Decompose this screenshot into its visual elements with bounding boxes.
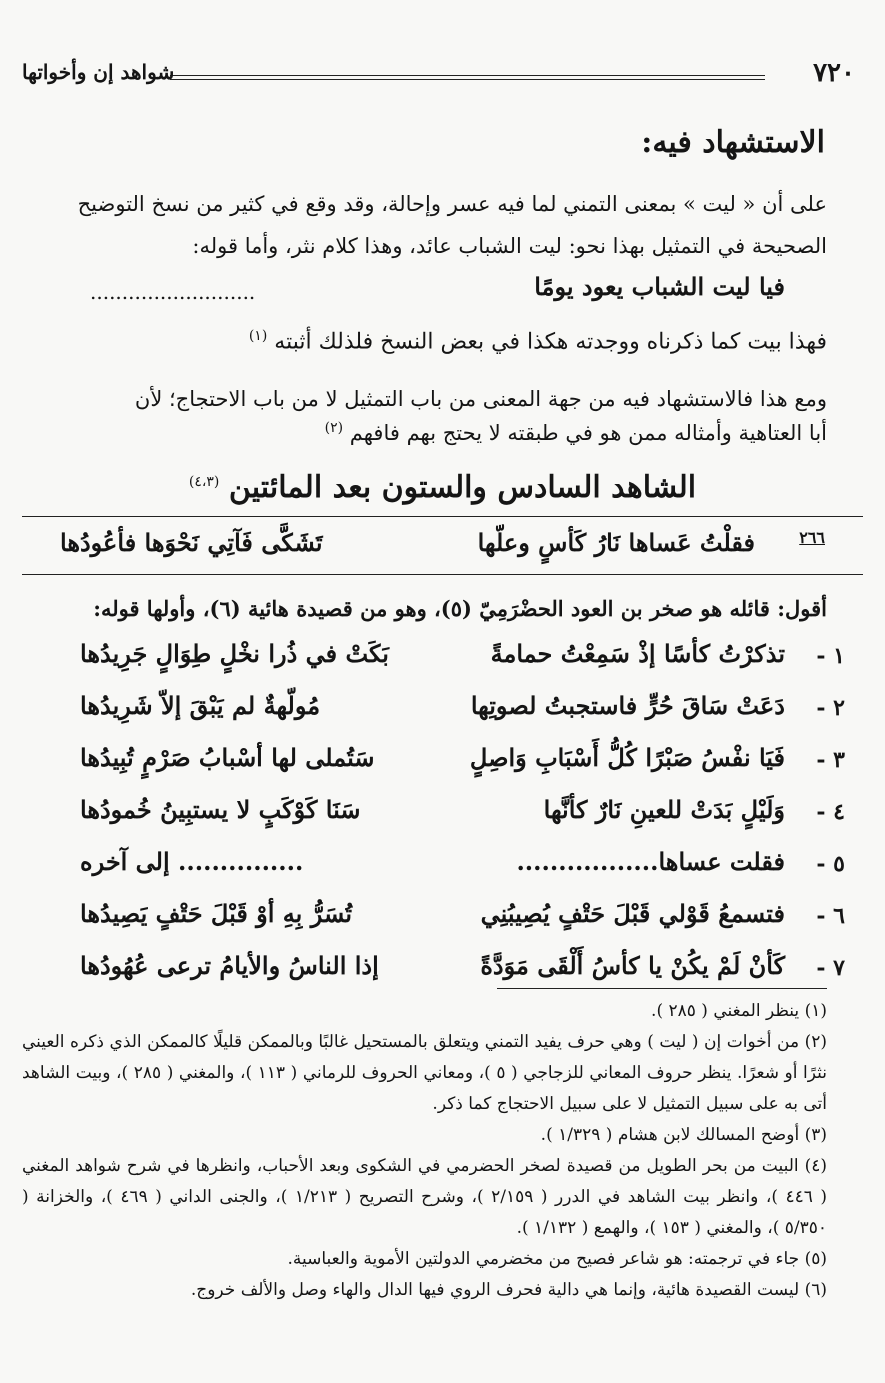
poem-first-hemistich: فقلت عساها................. — [516, 847, 785, 876]
footnote-rule — [497, 988, 827, 989]
quoted-verse-ellipsis: .......................... — [90, 280, 256, 304]
poem-second-hemistich: ............... إلى آخره — [80, 847, 304, 876]
running-title: شواهد إن وأخواتها — [22, 60, 175, 84]
poem-second-hemistich: إذا الناسُ والأيامُ ترعى عُهُودُها — [80, 951, 379, 980]
poem-line — [30, 739, 855, 791]
footnote-2: (٢) من أخوات إن ( ليت ) وهي حرف يفيد التمني ويتعلق بالمستحيل غالبًا وبالممكن قليلًا كالممكن الذي ذكره العيني نثرًا أو شعرًا. ينظر حروف المعاني للزجاجي ( ٥ )، ومعاني الحروف للرماني ( ١١٣ )، والمغني ( ٢٨٥ )، وبيت الشاهد أتى به على سبيل التمثيل لا على سبيل الاحتجاج كما ذكر. — [22, 1032, 828, 1114]
witness-title-text: الشاهد السادس والستون بعد المائتين — [228, 470, 697, 505]
poem-line-number: ١ - — [816, 643, 845, 669]
footnotes — [22, 996, 827, 1306]
poem-first-hemistich: كَأنْ لَمْ يكُنْ يا كأسُ أَلْقَى مَوَدَّةً — [480, 951, 785, 980]
paragraph-2 — [249, 328, 827, 354]
poem-line — [30, 635, 855, 687]
poem-line-number: ٤ - — [816, 799, 845, 825]
poem-line — [30, 791, 855, 843]
page-number: ٧٢٠ — [813, 58, 855, 88]
paragraph-1-line-2: الصحيحة في التمثيل بهذا نحو: ليت الشباب عائد، وهذا كلام نثر، وأما قوله: — [192, 234, 827, 258]
poem-line — [30, 947, 855, 999]
paragraph-1-line-1: على أن « ليت » بمعنى التمني لما فيه عسر وإحالة، وقد وقع في كثير من نسخ التوضيح — [77, 192, 827, 216]
poem-first-hemistich: تذكرْتُ كأسًا إذْ سَمِعْتُ حمامةً — [490, 639, 785, 668]
poem-second-hemistich: تُسَرُّ بِهِ أوْ قَبْلَ حَتْفٍ يَصِيدُها — [80, 899, 353, 928]
poem — [30, 635, 855, 999]
witness-title-footnote: (٤،٣) — [188, 474, 220, 490]
poem-first-hemistich: فتسمعُ قَوْلي قَبْلَ حَتْفٍ يُصِيبُنِي — [480, 899, 785, 928]
poem-first-hemistich: فَيَا نفْسُ صَبْرًا كُلُّ أَسْبَابِ وَاصِلٍ — [469, 743, 785, 772]
main-verse-first-hemistich: فقلْتُ عَساها نَارُ كَأسٍ وعلّها — [477, 528, 755, 557]
witness-title — [0, 470, 885, 505]
header-rule — [170, 75, 765, 80]
verse-number: ٢٦٦ — [799, 528, 825, 547]
paragraph-2-text: فهذا بيت كما ذكرناه ووجدته هكذا في بعض النسخ فلذلك أثبته — [274, 329, 827, 355]
paragraph-3-line-2-wrap — [325, 420, 827, 445]
poem-second-hemistich: سَتُملى لها أسْبابُ صَرْمٍ تُبِيدُها — [80, 743, 375, 772]
quoted-verse: فيا ليت الشباب يعود يومًا — [534, 272, 785, 301]
footnote-5: (٥) جاء في ترجمته: هو شاعر فصيح من مخضرمي الدولتين الأموية والعباسية. — [287, 1249, 827, 1269]
poem-line-number: ٧ - — [816, 955, 845, 981]
verse-bottom-rule — [22, 574, 863, 575]
footnote-ref-2: (٢) — [324, 420, 344, 436]
poem-line-number: ٥ - — [816, 851, 845, 877]
poem-line — [30, 895, 855, 947]
poem-line-number: ٣ - — [816, 747, 845, 773]
paragraph-3-line-2: أبا العتاهية وأمثاله ممن هو في طبقته لا يحتج بهم فافهم — [349, 421, 827, 445]
footnote-3: (٣) أوضح المسالك لابن هشام ( ١/٣٢٩ ). — [540, 1125, 827, 1145]
poem-second-hemistich: سَنَا كَوْكَبٍ لا يستبِينُ خُمودُها — [80, 795, 361, 824]
main-verse — [30, 528, 825, 568]
verse-top-rule — [22, 516, 863, 517]
poem-first-hemistich: وَلَيْلٍ بَدَتْ للعينِ نَارٌ كأنَّها — [543, 795, 785, 824]
poem-second-hemistich: مُولّهةٌ لم يَبْقَ إلاّ شَرِيدُها — [80, 691, 321, 720]
main-verse-second-hemistich: تَشَكَّى فَآتِي نَحْوَها فأعُودُها — [60, 528, 323, 557]
poem-line — [30, 687, 855, 739]
footnote-1: (١) ينظر المغني ( ٢٨٥ ). — [651, 1001, 827, 1021]
poem-first-hemistich: دَعَتْ سَاقَ حُرٍّ فاستجبتُ لصوتِها — [470, 691, 785, 720]
poem-line-number: ٢ - — [816, 695, 845, 721]
footnote-ref-1: (١) — [248, 328, 268, 344]
footnote-4: (٤) البيت من بحر الطويل من قصيدة لصخر الحضرمي في الشكوى وبعد الأحباب، وانظرها في شرح شواهد المغني ( ٤٤٦ )، وانظر بيت الشاهد في الدرر ( ٢/١٥٩ )، وشرح التصريح ( ١/٢١٣ )، والجنى الداني ( ٤٦٩ )، والخزانة ( ٥/٣٥٠ )، والمغني ( ١٥٣ )، والهمع ( ١/١٣٢ ). — [22, 1156, 828, 1238]
poem-line-number: ٦ - — [816, 903, 845, 929]
poem-intro: أقول: قائله هو صخر بن العود الحضْرَمِيّ (٥)، وهو من قصيدة هائية (٦)، وأولها قوله: — [93, 596, 827, 621]
paragraph-3-line-1: ومع هذا فالاستشهاد فيه من جهة المعنى من باب التمثيل لا من باب الاحتجاج؛ لأن — [134, 387, 827, 411]
section-heading: الاستشهاد فيه: — [641, 125, 825, 160]
footnote-6: (٦) ليست القصيدة هائية، وإنما هي دالية فحرف الروي فيها الدال والهاء وصل والألف خروج. — [190, 1280, 827, 1300]
poem-second-hemistich: بَكَتْ في ذُرا نخْلٍ طِوَالٍ جَرِيدُها — [80, 639, 389, 668]
poem-line — [30, 843, 855, 895]
